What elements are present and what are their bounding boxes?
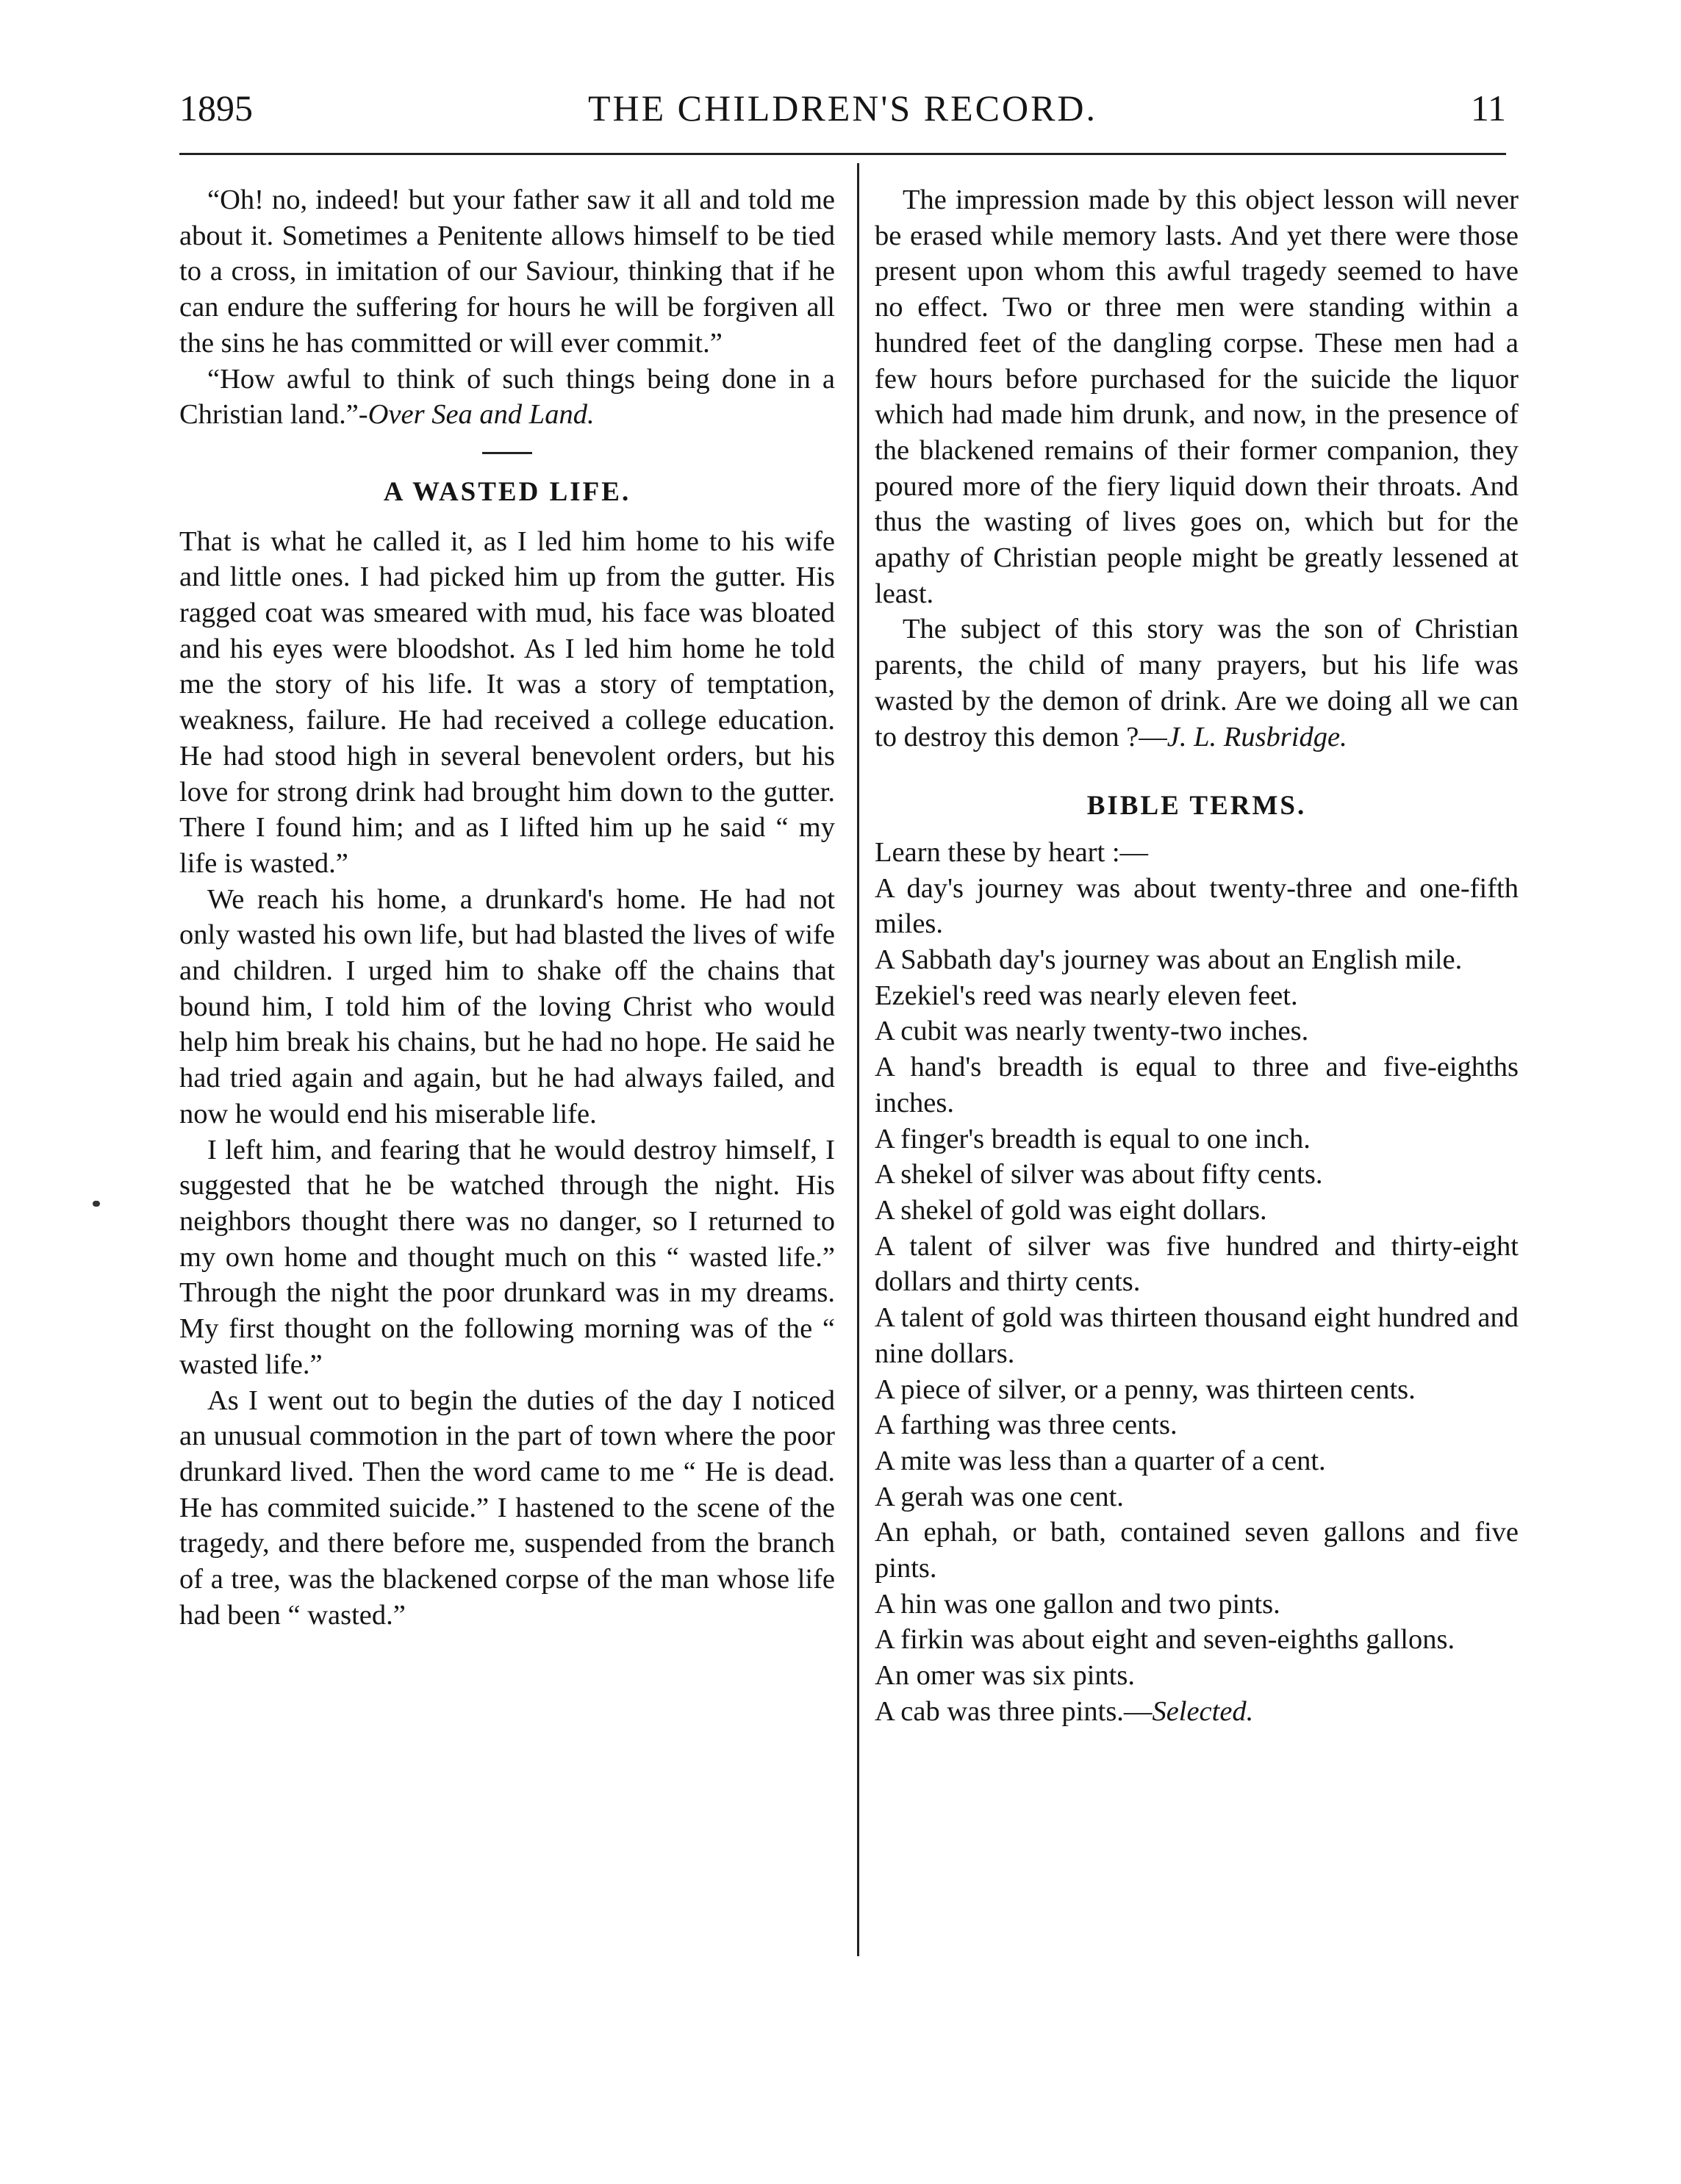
article-heading-bible-terms: BIBLE TERMS. <box>1086 791 1307 822</box>
article-paragraph: We reach his home, a drunkard's home. He had not only wasted his own life, but had blasted the lives of wife and children. I urged him to shake off the chains that bound him, I told him of the loving Christ who would help him break his chains, but he had no hope. He said he had tried again and again, but he had always failed, and now he would end his miserable life. <box>179 883 835 1129</box>
bible-term-item: A mite was less than a quarter of a cent. <box>875 1445 1326 1476</box>
bible-term-item: A firkin was about eight and seven-eighths gallons. <box>875 1624 1455 1656</box>
bible-term-item: An ephah, or bath, contained seven gallons and five pints. <box>875 1517 1519 1584</box>
bible-terms-list <box>875 871 1519 1730</box>
bible-term-item: A day's journey was about twenty-three and one-fifth miles. <box>875 872 1519 940</box>
intro-source-credit: Over Sea and Land. <box>368 399 595 431</box>
bible-terms-intro: Learn these by heart :— <box>875 836 1149 868</box>
bible-term-item: A finger's breadth is equal to one inch. <box>875 1123 1311 1154</box>
article-paragraph: I left him, and fearing that he would destroy himself, I suggested that he be watched through the night. His neighbors thought there was no danger, so I returned to my own home and thought much on this “ wasted life.” Through the night the poor drunkard was in my dreams. My first thought on the following morning was of the “ wasted life.” <box>179 1134 835 1380</box>
bible-term-item: A talent of silver was five hundred and thirty-eight dollars and thirty cents. <box>875 1230 1519 1298</box>
left-column <box>179 182 835 1633</box>
bible-term-item: A shekel of gold was eight dollars. <box>875 1194 1267 1226</box>
running-head <box>179 87 1506 138</box>
author-credit: J. L. Rusbridge. <box>1166 721 1347 752</box>
article-paragraph: That is what he called it, as I led him home to his wife and little ones. I had picked him up from the gutter. His ragged coat was smeared with mud, his face was bloated and his eyes were bloodshot. As I led him home he told me the story of his life. It was a story of temptation, weakness, failure. He had received a college education. He had stood high in several benevolent orders, but his love for strong drink had brought him down to the gutter. There I found him; and as I lifted him up he said “ my life is wasted.” <box>179 525 835 879</box>
header-year: 1895 <box>179 87 253 129</box>
closing-paragraph <box>875 611 1519 755</box>
intro-closing-paragraph <box>179 362 835 433</box>
intro-paragraph: “Oh! no, indeed! but your father saw it all and told me about it. Sometimes a Penitente allows himself to be tied to a cross, in imitation of our Saviour, thinking that if he can endure the suffering for hours he will be forgiven all the sins he has committed or will ever commit.” <box>179 184 835 359</box>
print-speck <box>93 1201 100 1207</box>
bible-term-item: Ezekiel's reed was nearly eleven feet. <box>875 980 1298 1011</box>
bible-term-item: A piece of silver, or a penny, was thirteen cents. <box>875 1373 1416 1405</box>
right-column <box>875 182 1519 1730</box>
article-paragraph: As I went out to begin the duties of the day I noticed an unusual commotion in the part of town where the poor drunkard lived. Then the word came to me “ He is dead. He has commited suicide.” I hastened to the scene of the tragedy, and there before me, suspended from the branch of a tree, was the blackened corpse of the man whose life had been “ wasted.” <box>179 1384 835 1631</box>
bible-term-item: A cubit was nearly twenty-two inches. <box>875 1016 1309 1047</box>
bible-term-item: A Sabbath day's journey was about an English mile. <box>875 944 1463 976</box>
bible-term-item: A hand's breadth is equal to three and five-eighths inches. <box>875 1052 1519 1118</box>
header-rule <box>179 153 1506 155</box>
bible-term-item: A hin was one gallon and two pints. <box>875 1588 1280 1620</box>
last-term-text: A cab was three pints.— <box>875 1695 1153 1727</box>
section-rule <box>482 452 532 454</box>
bible-term-item: A gerah was one cent. <box>875 1481 1124 1512</box>
page-number: 11 <box>1470 87 1506 129</box>
column-divider <box>857 163 859 1956</box>
intro-closing-text: “How awful to think of such things being done in a Christian land.”- <box>179 363 835 431</box>
bible-term-item-last <box>875 1694 1519 1730</box>
bible-term-item: A shekel of silver was about fifty cents. <box>875 1159 1323 1190</box>
closing-text: The subject of this story was the son of Christian parents, the child of many prayers, but his life was wasted by the demon of drink. Are we doing all we can to destroy this demon ?— <box>875 614 1519 752</box>
masthead-title: THE CHILDREN'S RECORD. <box>587 87 1098 129</box>
selected-credit: Selected. <box>1152 1695 1254 1727</box>
continued-paragraph: The impression made by this object lesson will never be erased while memory lasts. And yet there were those present upon whom this awful tragedy seemed to have no effect. Two or three men were standing within a hundred feet of the dangling corpse. These men had a few hours before purchased for the suicide the liquor which had made him drunk, and now, in the presence of the blackened remains of their former companion, they poured more of the fiery liquid down their throats. And thus the wasting of lives goes on, which but for the apathy of Christian people might be greatly lessened at least. <box>875 184 1519 609</box>
bible-term-item: An omer was six pints. <box>875 1660 1135 1692</box>
bible-term-item: A talent of gold was thirteen thousand eight hundred and nine dollars. <box>875 1302 1519 1369</box>
bible-term-item: A farthing was three cents. <box>875 1409 1178 1441</box>
article-heading-wasted-life: A WASTED LIFE. <box>383 476 631 507</box>
